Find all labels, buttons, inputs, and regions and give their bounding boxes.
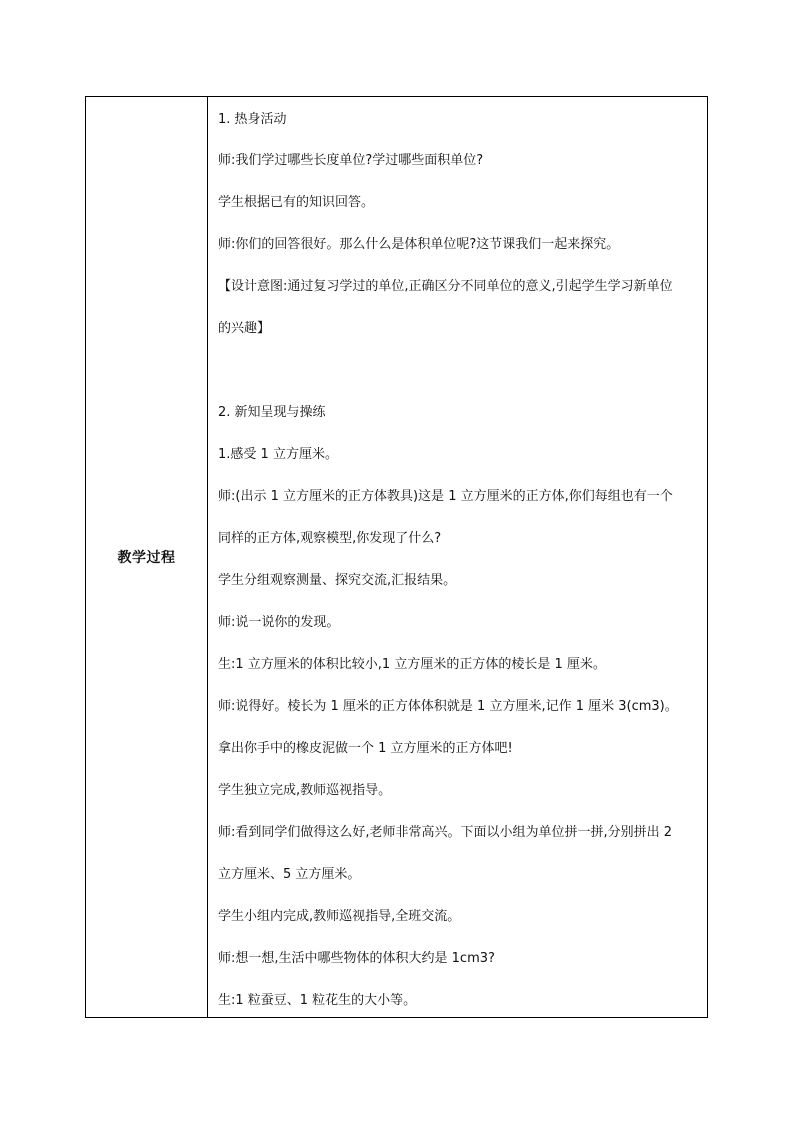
content-line: 立方厘米、5 立方厘米。 (218, 867, 361, 882)
content-line: 2. 新知呈现与操练 (218, 405, 326, 420)
content-line: 生:1 立方厘米的体积比较小,1 立方厘米的正方体的棱长是 1 厘米。 (218, 657, 606, 672)
lesson-table (85, 96, 708, 1018)
content-line: 同样的正方体,观察模型,你发现了什么? (218, 531, 442, 546)
content-line: 师:说一说你的发现。 (218, 615, 340, 630)
content-line: 师:(出示 1 立方厘米的正方体教具)这是 1 立方厘米的正方体,你们每组也有一个 (218, 489, 673, 504)
content-line: 师:想一想,生活中哪些物体的体积大约是 1cm3? (218, 951, 495, 966)
content-line: 1.感受 1 立方厘米。 (218, 447, 338, 462)
content-line: 师:说得好。棱长为 1 厘米的正方体体积就是 1 立方厘米,记作 1 厘米 3(cm3)。 (218, 699, 678, 714)
content-line: 1. 热身活动 (218, 112, 287, 127)
content-line: 学生根据已有的知识回答。 (218, 195, 375, 210)
content-line: 学生独立完成,教师巡视指导。 (218, 783, 392, 798)
content-line: 拿出你手中的橡皮泥做一个 1 立方厘米的正方体吧! (218, 741, 513, 756)
section-label-cell (86, 97, 208, 1017)
content-line: 师:我们学过哪些长度单位?学过哪些面积单位? (218, 153, 484, 168)
section-content-cell (208, 97, 707, 1017)
content-line: 【设计意图:通过复习学过的单位,正确区分不同单位的意义,引起学生学习新单位 (218, 279, 673, 294)
content-line: 学生小组内完成,教师巡视指导,全班交流。 (218, 909, 461, 924)
content-line: 师:你们的回答很好。那么什么是体积单位呢?这节课我们一起来探究。 (218, 237, 620, 252)
section-label: 教学过程 (117, 550, 176, 566)
content-line: 师:看到同学们做得这么好,老师非常高兴。下面以小组为单位拼一拼,分别拼出 2 (218, 825, 673, 840)
content-line: 生:1 粒蚕豆、1 粒花生的大小等。 (218, 993, 417, 1008)
content-line: 学生分组观察测量、探究交流,汇报结果。 (218, 573, 457, 588)
content-line: 的兴趣】 (218, 321, 271, 336)
